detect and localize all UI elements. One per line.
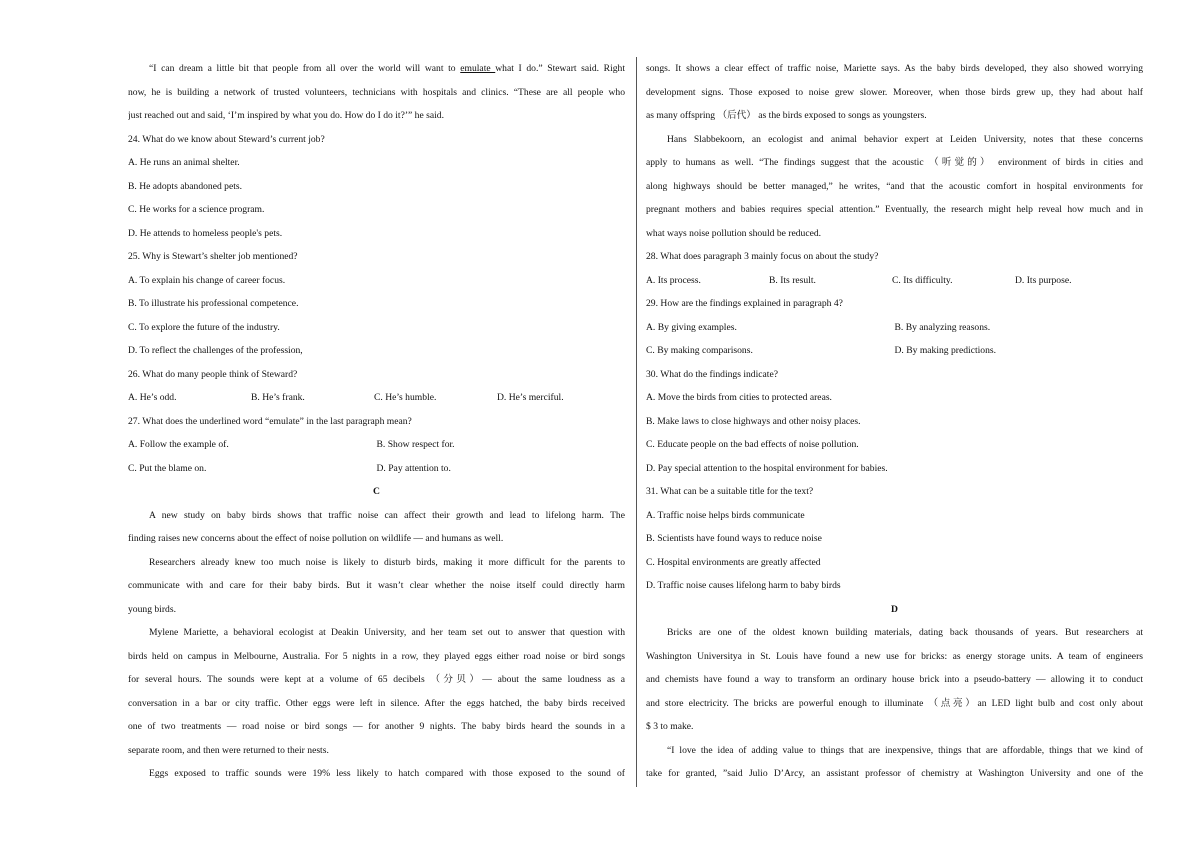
question-26 xyxy=(128,363,625,410)
passage-c-paragraph-2 xyxy=(128,551,625,622)
section-heading-c: C xyxy=(373,486,380,497)
text-line: and chemists have found a way to transform an ordinary house brick into a pseudo-battery — allowing it to conduct xyxy=(646,674,1143,685)
options-row xyxy=(646,339,1143,363)
option-a: A. By giving examples. xyxy=(646,321,737,333)
option-b: B. Its result. xyxy=(769,274,816,286)
right-column xyxy=(646,57,1143,786)
question-stem: 27. What does the underlined word “emulate” in the last paragraph mean? xyxy=(128,415,412,427)
text-line: Researchers already knew too much noise is likely to disturb birds, making it more difficult for the parents to xyxy=(149,556,625,568)
passage-c-paragraph-4 xyxy=(128,762,625,786)
question-stem: 26. What do many people think of Steward? xyxy=(128,368,298,380)
text-line: songs. It shows a clear effect of traffic noise, Mariette says. As the baby birds developed, they also showed worrying xyxy=(646,63,1143,74)
question-stem: 30. What do the findings indicate? xyxy=(646,368,778,380)
options-row xyxy=(128,433,625,457)
options-row xyxy=(646,269,1143,293)
question-30 xyxy=(646,363,1143,481)
options-row xyxy=(128,386,625,410)
option-d: D. Pay attention to. xyxy=(376,462,451,474)
text-line: “I can dream a little bit that people from all over the world will want to emulate what I do.” Stewart said. Right xyxy=(149,63,625,74)
option-a: A. To explain his change of career focus. xyxy=(128,274,286,286)
text-line: separate room, and then were returned to their nests. xyxy=(128,744,329,756)
left-column xyxy=(128,57,625,786)
option-a: A. Traffic noise helps birds communicate xyxy=(646,509,805,521)
question-27 xyxy=(128,410,625,481)
option-d: D. Pay special attention to the hospital environment for babies. xyxy=(646,462,888,474)
option-b: B. Show respect for. xyxy=(376,439,455,450)
option-c: C. He’s humble. xyxy=(374,392,437,403)
passage-d-paragraph-2 xyxy=(646,739,1143,786)
option-a: A. He’s odd. xyxy=(128,392,177,403)
question-stem: 25. Why is Stewart’s shelter job mentioned? xyxy=(128,251,298,262)
text-line: development signs. Those exposed to noise grew slower. Moreover, when those birds grew up, they had about half xyxy=(646,86,1143,98)
question-stem: 29. How are the findings explained in paragraph 4? xyxy=(646,298,843,309)
text-line: one of two treatments — road noise or bird songs — for another 9 nights. The baby birds heard the sounds in a xyxy=(128,721,625,732)
option-b: B. To illustrate his professional competence. xyxy=(128,298,299,309)
question-stem: 24. What do we know about Steward’s current job? xyxy=(128,133,325,145)
passage-c-paragraph-5 xyxy=(646,128,1143,246)
intro-paragraph xyxy=(128,57,625,128)
question-stem: 28. What does paragraph 3 mainly focus on about the study? xyxy=(646,251,879,262)
option-a: A. Move the birds from cities to protected areas. xyxy=(646,392,832,403)
text-line: now, he is building a network of trusted volunteers, technicians with hospitals and clinics. “These are all people who xyxy=(128,86,625,98)
question-31 xyxy=(646,480,1143,598)
option-c: C. Hospital environments are greatly affected xyxy=(646,556,821,568)
passage-c-paragraph-1 xyxy=(128,504,625,551)
option-b: B. He adopts abandoned pets. xyxy=(128,180,243,192)
question-24 xyxy=(128,128,625,246)
option-d: D. To reflect the challenges of the profession, xyxy=(128,345,303,356)
text-line: $ 3 to make. xyxy=(646,721,694,732)
option-b: B. Scientists have found ways to reduce noise xyxy=(646,533,822,544)
text-line: along highways should be better managed,” he writes, “and that the acoustic comfort in hospital environments for xyxy=(646,180,1143,192)
option-c: C. To explore the future of the industry. xyxy=(128,321,280,333)
question-25 xyxy=(128,245,625,363)
option-c: C. He works for a science program. xyxy=(128,204,265,215)
text-line: as many offspring （后代） as the birds exposed to songs as youngsters. xyxy=(646,110,927,121)
option-a: A. Its process. xyxy=(646,274,701,286)
option-c: C. By making comparisons. xyxy=(646,345,753,356)
text-line: “I love the idea of adding value to things that are inexpensive, things that are affordable, things that we kind of xyxy=(667,744,1143,756)
text-line: apply to humans as well. “The findings suggest that the acoustic （听觉的） environment of birds in cities and xyxy=(646,157,1143,168)
option-b: B. He’s frank. xyxy=(251,392,305,403)
text-line: Hans Slabbekoorn, an ecologist and animal behavior expert at Leiden University, notes that these concerns xyxy=(667,133,1143,145)
option-d: D. He’s merciful. xyxy=(497,392,564,403)
options-row xyxy=(128,457,625,481)
text-line: Washington Universitya in St. Louis have found a new use for bricks: as energy storage units. A team of engineers xyxy=(646,650,1143,662)
text-line: what ways noise pollution should be reduced. xyxy=(646,227,822,239)
text-line: Eggs exposed to traffic sounds were 19% less likely to hatch compared with those exposed to the sound of xyxy=(149,768,625,779)
passage-c-paragraph-4-continued xyxy=(646,57,1143,128)
text-line: finding raises new concerns about the effect of noise pollution on wildlife — and humans as well. xyxy=(128,533,504,544)
section-heading-d: D xyxy=(891,603,898,615)
text-line: just reached out and said, ‘I’m inspired by what you do. How do I do it?’” he said. xyxy=(128,110,444,121)
option-d: D. Its purpose. xyxy=(1015,274,1072,286)
option-c: C. Put the blame on. xyxy=(128,462,207,474)
text-line: and store electricity. The bricks are powerful enough to illuminate （点亮）an LED light bulb and cost only about xyxy=(646,697,1143,709)
option-a: A. Follow the example of. xyxy=(128,439,229,450)
passage-c-paragraph-3 xyxy=(128,621,625,762)
text-line: A new study on baby birds shows that traffic noise can affect their growth and lead to lifelong harm. The xyxy=(149,509,625,521)
underlined-word-emulate: emulate xyxy=(460,63,496,74)
text-line: young birds. xyxy=(128,603,176,615)
text-line: Mylene Mariette, a behavioral ecologist at Deakin University, and her team set out to answer that question with xyxy=(149,627,625,638)
text-line: Bricks are one of the oldest known building materials, dating back thousands of years. But researchers at xyxy=(667,627,1143,638)
text-line: take for granted, ”said Julio D’Arcy, an assistant professor of chemistry at Washington University and one of the xyxy=(646,768,1143,779)
options-row xyxy=(646,316,1143,340)
column-divider xyxy=(636,57,637,787)
question-29 xyxy=(646,292,1143,363)
option-d: D. Traffic noise causes lifelong harm to baby birds xyxy=(646,580,841,591)
option-b: B. By analyzing reasons. xyxy=(894,321,991,333)
option-d: D. He attends to homeless people's pets. xyxy=(128,227,283,239)
option-a: A. He runs an animal shelter. xyxy=(128,157,240,168)
text-line: conversation in a bar or city traffic. Other eggs were left in silence. After the eggs hatched, the baby birds received xyxy=(128,697,625,709)
text-line: communicate with and care for their baby birds. But it wasn’t clear whether the noise itself could directly harm xyxy=(128,580,625,591)
text-line: for several hours. The sounds were kept at a volume of 65 decibels （分贝）— about the same loudness as a xyxy=(128,674,625,685)
option-d: D. By making predictions. xyxy=(894,345,997,356)
text-line: pregnant mothers and babies requires special attention.” Eventually, the research might help reveal how much and in xyxy=(646,204,1143,215)
question-stem: 31. What can be a suitable title for the text? xyxy=(646,486,814,497)
option-c: C. Its difficulty. xyxy=(892,274,953,286)
question-28 xyxy=(646,245,1143,292)
option-c: C. Educate people on the bad effects of noise pollution. xyxy=(646,439,859,450)
option-b: B. Make laws to close highways and other noisy places. xyxy=(646,415,861,427)
passage-d-paragraph-1 xyxy=(646,621,1143,739)
text-line: birds held on campus in Melbourne, Australia. For 5 nights in a row, they played eggs either road noise or bird songs xyxy=(128,650,625,662)
